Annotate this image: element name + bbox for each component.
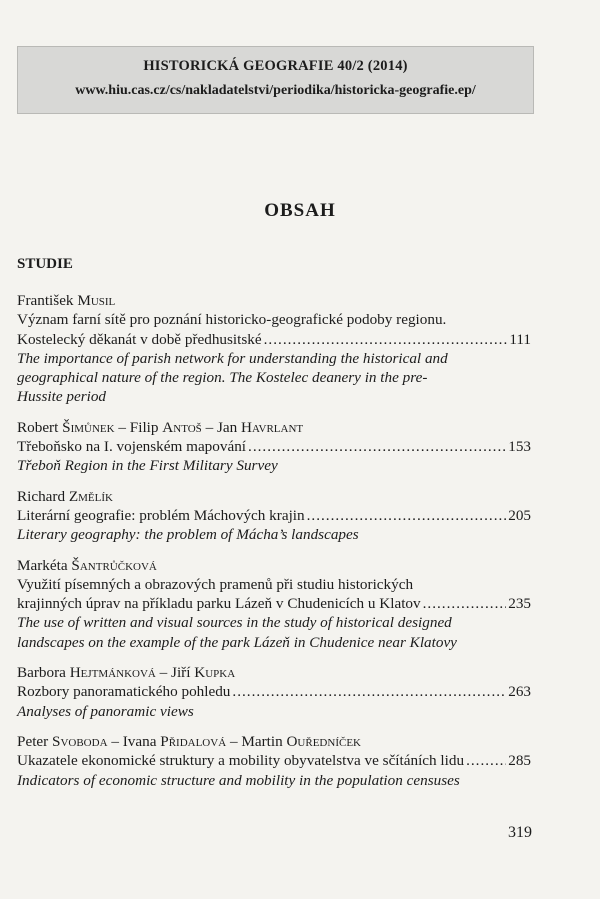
author-first-name: Peter bbox=[17, 732, 49, 750]
entry-page-number: 263 bbox=[508, 683, 531, 701]
author-first-name: Ivana bbox=[122, 732, 157, 750]
entry-authors bbox=[17, 663, 531, 682]
entry-title-line: krajinných úprav na příkladu parku Lázeň v Chudenicích u Klatov bbox=[17, 595, 421, 613]
toc-entry bbox=[17, 487, 531, 545]
entry-title-line: Kostelecký děkanát v době předhusitské bbox=[17, 330, 262, 348]
author-first-name: Martin bbox=[241, 732, 283, 750]
entry-title-with-page bbox=[17, 594, 531, 613]
author-last-name: Kupka bbox=[194, 664, 236, 682]
author-last-name: Svoboda bbox=[52, 732, 108, 750]
entry-english-title: Indicators of economic structure and mobility in the population censuses bbox=[17, 771, 460, 789]
entry-authors bbox=[17, 487, 531, 506]
entry-page-number: 153 bbox=[508, 438, 531, 456]
entry-title-line: Využití písemných a obrazových pramenů při studiu historických bbox=[17, 575, 414, 593]
leader-dots bbox=[307, 506, 507, 525]
author-separator: – bbox=[226, 732, 242, 750]
section-heading: STUDIE bbox=[17, 256, 73, 272]
entry-page-number: 235 bbox=[508, 595, 531, 613]
entry-authors bbox=[17, 556, 531, 575]
author-separator: – bbox=[107, 732, 123, 750]
entry-title-with-page bbox=[17, 330, 531, 349]
author-first-name: František bbox=[17, 292, 74, 309]
toc-entry bbox=[17, 556, 531, 652]
author-last-name: Změlík bbox=[68, 487, 113, 505]
author-first-name: Robert bbox=[17, 418, 59, 436]
author-first-name: Filip bbox=[129, 418, 159, 436]
author-first-name: Jan bbox=[216, 418, 238, 436]
toc-entries bbox=[17, 291, 531, 801]
author-last-name: Přidalová bbox=[160, 732, 227, 750]
entry-english-title: The importance of parish network for understanding the historical and bbox=[17, 349, 448, 367]
entry-english-title: landscapes on the example of the park Lázeň in Chudenice near Klatovy bbox=[17, 633, 457, 651]
leader-dots bbox=[423, 594, 507, 613]
journal-url: www.hiu.cas.cz/cs/nakladatelstvi/periodika/historicka-geografie.ep/ bbox=[75, 83, 476, 98]
entry-title-line: Literární geografie: problém Máchových krajin bbox=[17, 506, 305, 524]
entry-english-title: Hussite period bbox=[17, 388, 107, 406]
entry-english-title: Analyses of panoramic views bbox=[17, 702, 194, 720]
author-last-name: Ouředníček bbox=[286, 732, 361, 750]
page-number: 319 bbox=[508, 824, 532, 841]
author-last-name: Havrlant bbox=[241, 418, 304, 436]
entry-title-with-page bbox=[17, 751, 531, 770]
entry-page-number: 205 bbox=[508, 506, 531, 524]
author-first-name: Barbora bbox=[17, 664, 66, 682]
author-last-name: Hejtmánková bbox=[69, 664, 156, 682]
author-last-name: Antoš bbox=[162, 418, 202, 436]
entry-authors bbox=[17, 732, 531, 751]
author-separator: – bbox=[155, 664, 172, 682]
author-last-name: Musil bbox=[77, 292, 116, 309]
entry-page-number: 111 bbox=[509, 330, 531, 348]
leader-dots bbox=[264, 330, 508, 349]
entry-english-title: The use of written and visual sources in the study of historical designed bbox=[17, 614, 452, 632]
author-first-name: Jiří bbox=[171, 664, 191, 682]
entry-page-number: 285 bbox=[508, 752, 531, 770]
toc-title: OBSAH bbox=[264, 200, 336, 221]
entry-title-line: Ukazatele ekonomické struktury a mobility obyvatelstva ve sčítáních lidu bbox=[17, 752, 465, 770]
entry-title-with-page bbox=[17, 437, 531, 456]
entry-english-title: geographical nature of the region. The Kostelec deanery in the pre- bbox=[17, 369, 428, 387]
toc-entry bbox=[17, 418, 531, 476]
entry-title-with-page bbox=[17, 506, 531, 525]
leader-dots bbox=[232, 682, 506, 701]
entry-title-line: Význam farní sítě pro poznání historicko-geografické podoby regionu. bbox=[17, 311, 447, 329]
entry-title-with-page bbox=[17, 682, 531, 701]
entry-title-line: Rozbory panoramatického pohledu bbox=[17, 683, 231, 701]
author-first-name: Markéta bbox=[17, 556, 68, 574]
author-separator: – bbox=[114, 418, 130, 436]
toc-entry bbox=[17, 732, 531, 790]
entry-title-line: Třeboňsko na I. vojenském mapování bbox=[17, 438, 247, 456]
entry-authors bbox=[17, 418, 531, 437]
leader-dots bbox=[466, 751, 506, 770]
author-last-name: Šimůnek bbox=[62, 418, 115, 436]
author-separator: – bbox=[201, 418, 217, 436]
entry-authors bbox=[17, 291, 531, 310]
leader-dots bbox=[248, 437, 506, 456]
author-first-name: Richard bbox=[17, 487, 66, 505]
entry-english-title: Třeboň Region in the First Military Survey bbox=[17, 457, 278, 475]
journal-title: HISTORICKÁ GEOGRAFIE 40/2 (2014) bbox=[143, 58, 408, 74]
entry-english-title: Literary geography: the problem of Mácha’s landscapes bbox=[17, 526, 359, 544]
toc-entry bbox=[17, 663, 531, 721]
toc-entry bbox=[17, 291, 531, 407]
journal-header-box bbox=[17, 46, 534, 114]
author-last-name: Šantrůčková bbox=[71, 556, 157, 574]
